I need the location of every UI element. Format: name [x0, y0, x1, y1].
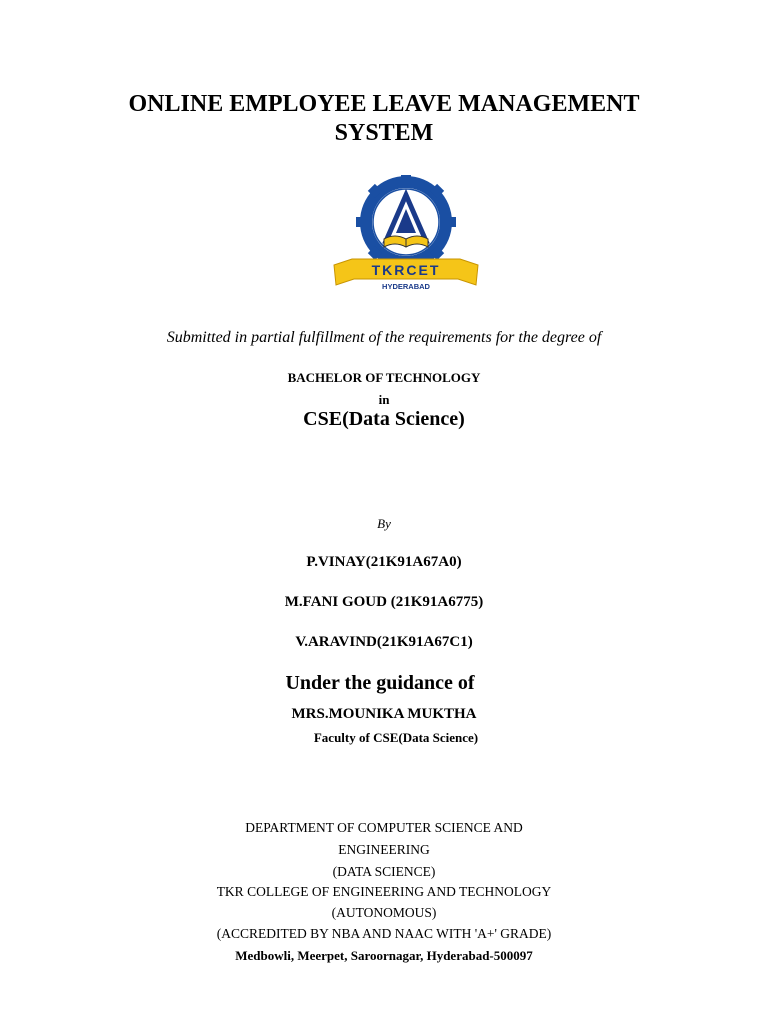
- branch-name: CSE(Data Science): [303, 408, 465, 430]
- submission-statement: Submitted in partial fulfillment of the requirements for the degree of: [166, 329, 602, 346]
- accreditation: (ACCREDITED BY NBA AND NAAC WITH 'A+' GRADE): [216, 926, 552, 941]
- project-title: [0, 90, 768, 148]
- degree-name: BACHELOR OF TECHNOLOGY: [287, 370, 481, 385]
- title-line-2: SYSTEM: [334, 120, 434, 146]
- student-1: P.VINAY(21K91A67A0): [306, 554, 462, 570]
- department-line-2: ENGINEERING: [338, 842, 430, 857]
- tkrcet-banner-icon: [334, 259, 478, 291]
- in-connector: in: [378, 392, 390, 407]
- svg-text:TKRCET: TKRCET: [371, 262, 441, 278]
- title-line-1: ONLINE EMPLOYEE LEAVE MANAGEMENT: [128, 91, 640, 117]
- by-label: By: [377, 516, 391, 531]
- guide-designation: Faculty of CSE(Data Science): [313, 730, 479, 745]
- student-2: M.FANI GOUD (21K91A6775): [284, 594, 484, 610]
- gear-emblem-icon: [356, 175, 456, 271]
- guidance-heading: Under the guidance of: [285, 672, 475, 694]
- department-line-1: DEPARTMENT OF COMPUTER SCIENCE AND: [245, 820, 523, 835]
- autonomous-status: (AUTONOMOUS): [331, 905, 437, 920]
- guide-name: MRS.MOUNIKA MUKTHA: [291, 706, 477, 722]
- student-3: V.ARAVIND(21K91A67C1): [295, 634, 473, 650]
- department-line-3: (DATA SCIENCE): [332, 864, 436, 879]
- college-address: Medbowli, Meerpet, Saroornagar, Hyderabad-500097: [235, 948, 533, 963]
- college-logo: [330, 175, 482, 293]
- college-name: TKR COLLEGE OF ENGINEERING AND TECHNOLOGY: [216, 884, 552, 899]
- svg-text:HYDERABAD: HYDERABAD: [382, 282, 430, 291]
